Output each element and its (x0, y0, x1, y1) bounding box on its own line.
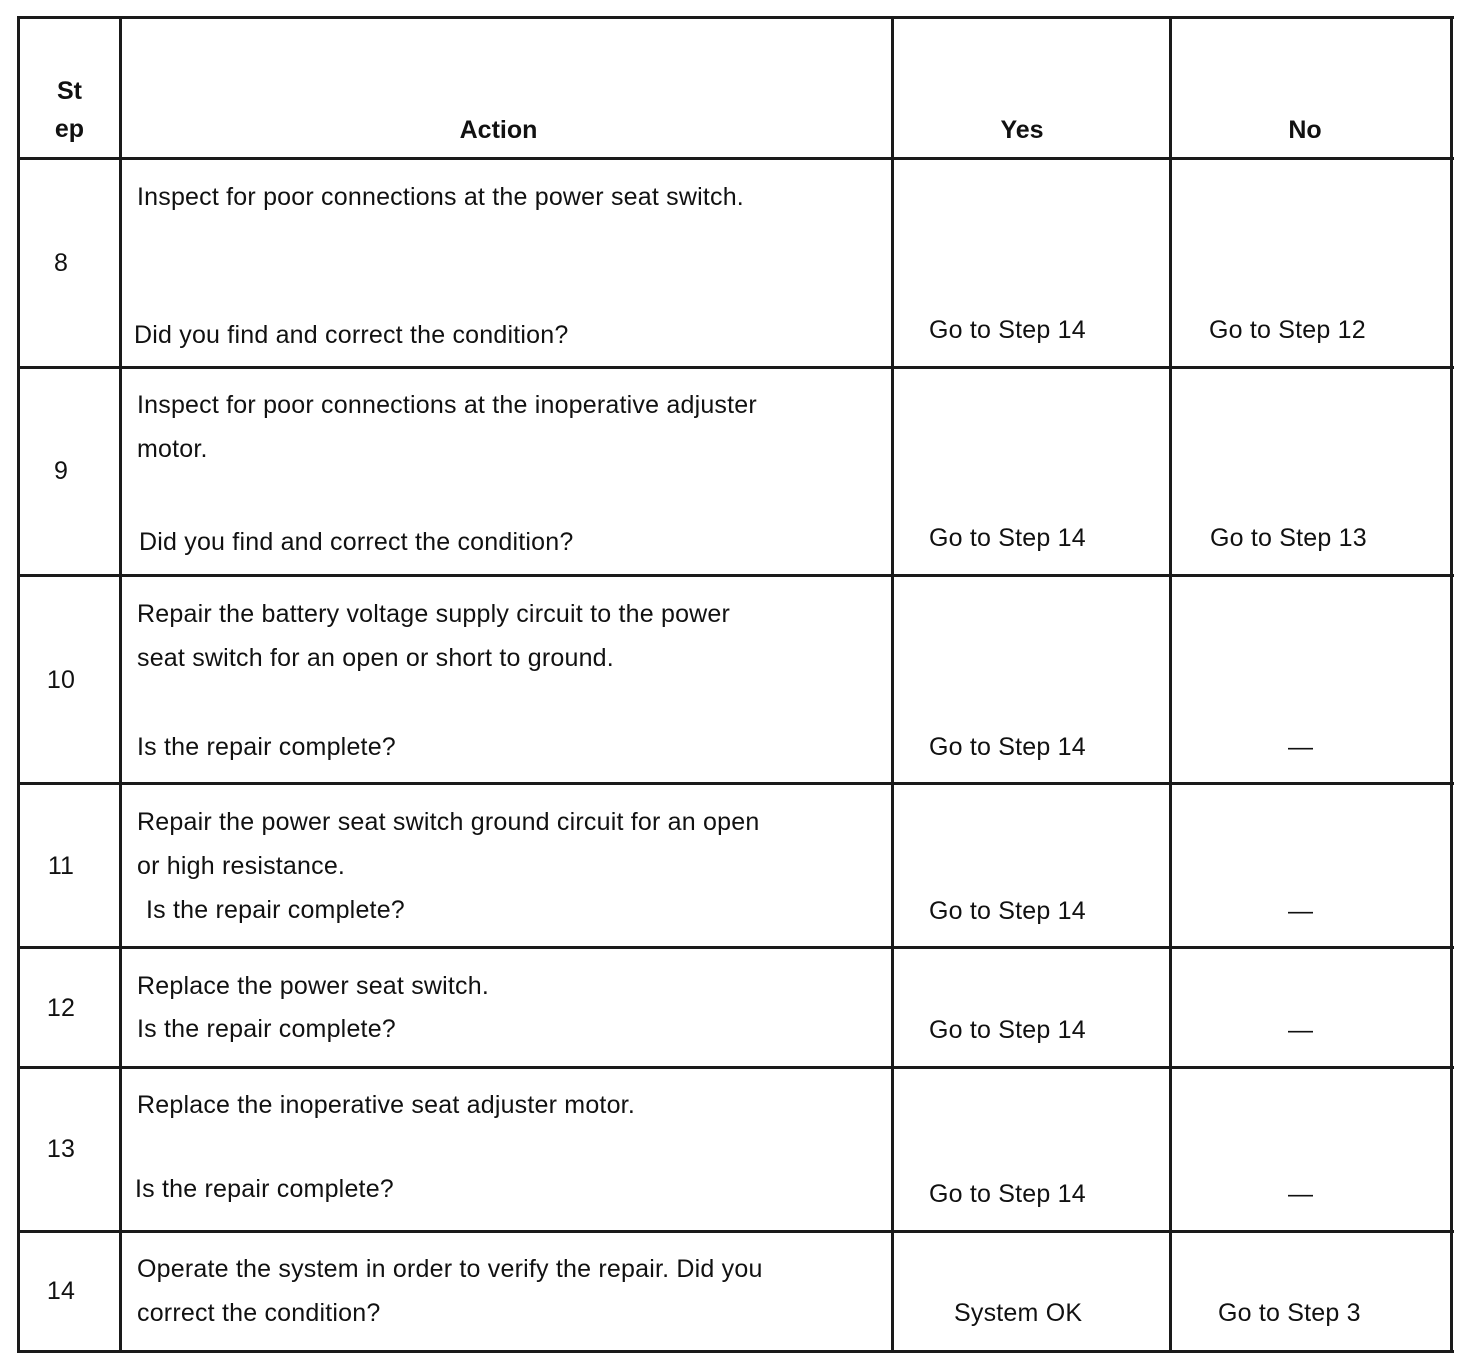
yes-result: Go to Step 14 (929, 1180, 1086, 1208)
header-action: Action (459, 116, 538, 144)
action-text: Inspect for poor connections at the power seat switch. (137, 183, 744, 211)
action-text: Repair the battery voltage supply circuit to the power (137, 600, 731, 628)
no-result: Go to Step 12 (1209, 316, 1366, 344)
table-border-bottom (17, 1350, 1454, 1353)
step-number: 11 (47, 852, 75, 880)
action-question: Is the repair complete? (137, 733, 396, 761)
column-divider (119, 16, 122, 1353)
step-number: 8 (53, 249, 69, 277)
action-question: Is the repair complete? (146, 896, 405, 924)
row-divider (17, 1230, 1454, 1233)
action-text: correct the condition? (137, 1299, 381, 1327)
yes-result: Go to Step 14 (929, 897, 1086, 925)
header-divider (17, 157, 1454, 160)
row-divider (17, 1066, 1454, 1069)
row-divider (17, 366, 1454, 369)
row-divider (17, 946, 1454, 949)
yes-result: Go to Step 14 (929, 524, 1086, 552)
action-text: Operate the system in order to verify the repair. Did you (137, 1255, 763, 1283)
yes-result: Go to Step 14 (929, 733, 1086, 761)
action-text: Inspect for poor connections at the inoperative adjuster (137, 391, 757, 419)
step-number: 9 (53, 457, 69, 485)
no-result: — (1288, 1180, 1314, 1208)
no-result: — (1288, 1016, 1314, 1044)
table-border-right (1450, 16, 1453, 1353)
action-question: Did you find and correct the condition? (139, 528, 574, 556)
column-divider (1169, 16, 1172, 1353)
action-question: Is the repair complete? (135, 1175, 394, 1203)
yes-result: Go to Step 14 (929, 1016, 1086, 1044)
header-step (20, 72, 119, 148)
yes-result: Go to Step 14 (929, 316, 1086, 344)
table-border-top (17, 16, 1454, 19)
header-step-line1: St (57, 77, 82, 105)
header-yes: Yes (1000, 116, 1044, 144)
step-number: 14 (46, 1277, 76, 1305)
step-number: 13 (46, 1135, 76, 1163)
column-divider (891, 16, 894, 1353)
no-result: — (1288, 897, 1314, 925)
action-text: seat switch for an open or short to ground. (137, 644, 614, 672)
action-text: Repair the power seat switch ground circuit for an open (137, 808, 760, 836)
action-text: Replace the power seat switch. (137, 972, 490, 1000)
no-result: — (1288, 733, 1314, 761)
header-no: No (1288, 116, 1322, 144)
step-number: 10 (46, 666, 76, 694)
row-divider (17, 782, 1454, 785)
action-question: Did you find and correct the condition? (134, 321, 569, 349)
action-text: Replace the inoperative seat adjuster motor. (137, 1091, 635, 1119)
row-divider (17, 574, 1454, 577)
action-text: or high resistance. (137, 852, 346, 880)
no-result: Go to Step 3 (1218, 1299, 1361, 1327)
header-step-line2: ep (54, 115, 85, 143)
action-question: Is the repair complete? (137, 1015, 396, 1043)
step-number: 12 (46, 994, 76, 1022)
yes-result: System OK (954, 1299, 1083, 1327)
no-result: Go to Step 13 (1210, 524, 1367, 552)
action-text: motor. (137, 435, 208, 463)
